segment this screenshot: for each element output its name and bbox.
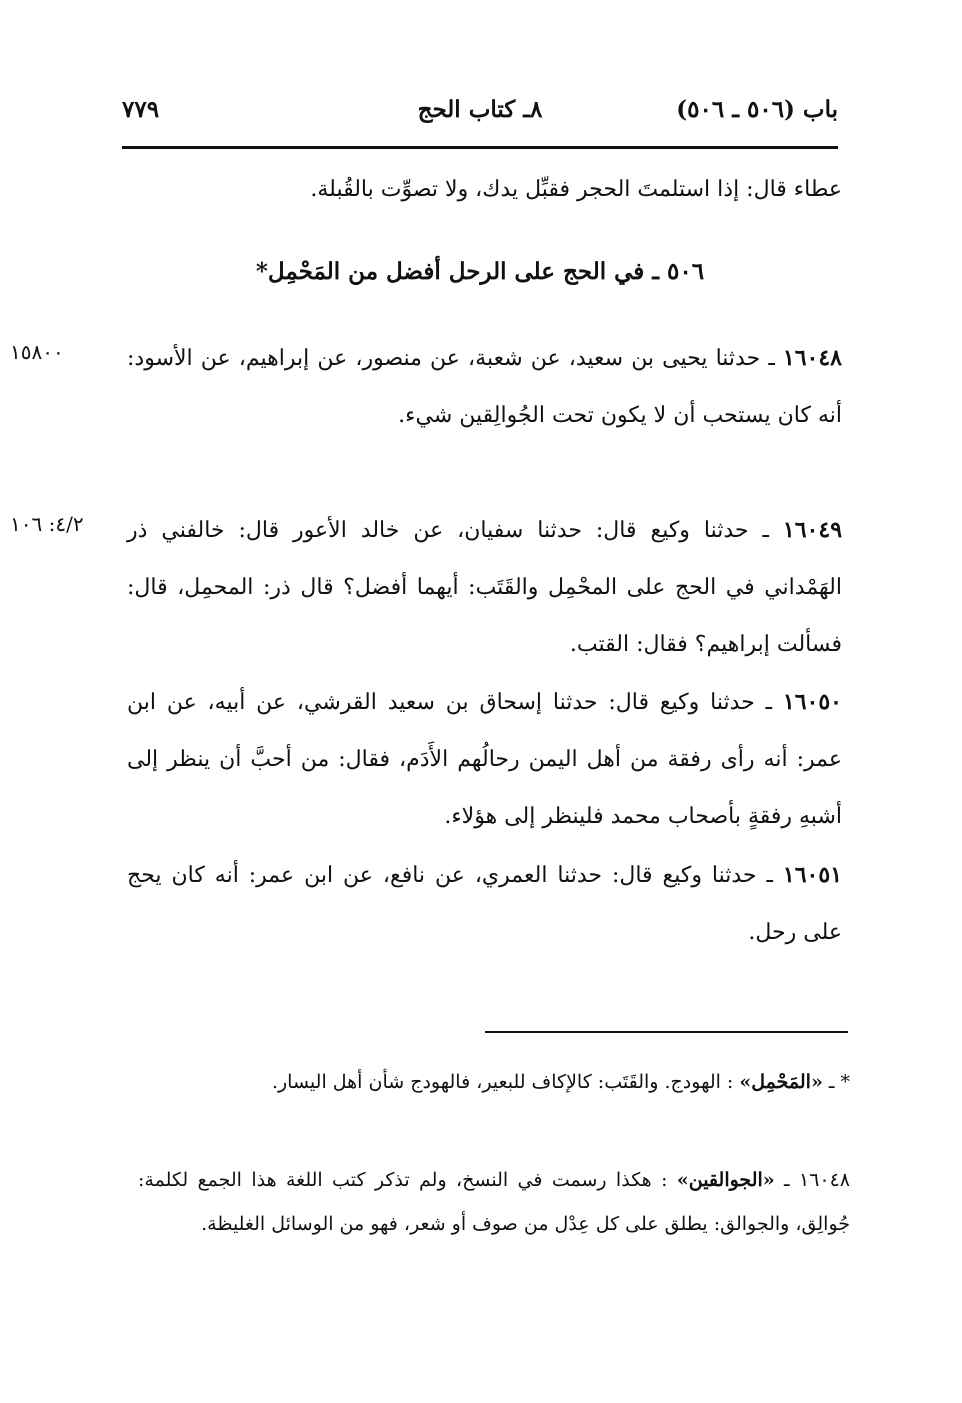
hadith-text: ـ حدثنا يحيى بن سعيد، عن شعبة، عن منصور، عن إبراهيم، عن الأسود: أنه كان يستحب أن لا يكون تحت الجُوالِقين شيء. [127, 346, 842, 428]
section-heading: ٥٠٦ ـ في الحج على الرحل أفضل من المَحْمِل* [255, 258, 705, 285]
margin-reference: ١٥٨٠٠ [10, 340, 64, 364]
footnote-separator [485, 1031, 848, 1033]
hadith-text: ـ حدثنا وكيع قال: حدثنا سفيان، عن خالد الأعور قال: خالفني ذر الهَمْداني في الحج على المحْمِل والقَتَب: أيهما أفضل؟ قال ذر: المحمِل، قال: فسألت إبراهيم؟ فقال: القتب. [127, 518, 842, 657]
page-number: ٧٧٩ [122, 96, 160, 123]
hadith-text: ـ حدثنا وكيع قال: حدثنا العمري، عن نافع، عن ابن عمر: أنه كان يحج على رحل. [127, 863, 842, 945]
header-rule [122, 146, 838, 149]
footnote-text: : الهودج. والقَتَب: كالإكاف للبعير، فالهودج شأن أهل اليسار. [271, 1071, 734, 1093]
footnote-text: : هكذا رسمت في النسخ، ولم تذكر كتب اللغة هذا الجمع لكلمة: جُوالِق، والجوالق: يطلق على كل عِدْل من صوف أو شعر، فهو من الوسائل الغليظة. [138, 1169, 850, 1235]
hadith-number: ١٦٠٤٩ [782, 517, 843, 543]
hadith-number: ١٦٠٥٠ [782, 689, 842, 715]
running-header [122, 90, 838, 140]
footnote-marker: * ـ [828, 1071, 850, 1093]
hadith-number: ١٦٠٥١ [782, 862, 843, 888]
hadith-entry [127, 330, 842, 444]
hadith-entry [127, 847, 842, 961]
hadith-entry [127, 502, 842, 673]
footnote [138, 1060, 850, 1104]
hadith-number: ١٦٠٤٨ [782, 345, 842, 371]
hadith-entry [127, 674, 842, 845]
footnote-term: «الجوالقين» [676, 1169, 775, 1191]
footnote [138, 1158, 850, 1246]
hadith-text: ـ حدثنا وكيع قال: حدثنا إسحاق بن سعيد القرشي، عن أبيه، عن ابن عمر: أنه رأى رفقة من أهل اليمن رحالُهم الأَدَم، فقال: من أحبَّ أن ينظر إلى أشبهِ رفقةٍ بأصحاب محمد فلينظر إلى هؤلاء. [127, 690, 842, 829]
book-title: ٨ـ كتاب الحج [417, 96, 543, 123]
footnote-term: «المَحْمِل» [739, 1071, 823, 1093]
margin-reference: ٤/٢: ١٠٦ [10, 512, 84, 536]
footnote-marker: ١٦٠٤٨ ـ [784, 1169, 850, 1191]
intro-paragraph: عطاء قال: إذا استلمتَ الحجر فقبِّل يدك، ولا تصوِّت بالقُبلة. [310, 177, 842, 202]
chapter-reference: باب (٥٠٦ ـ ٥٠٦) [676, 96, 838, 123]
